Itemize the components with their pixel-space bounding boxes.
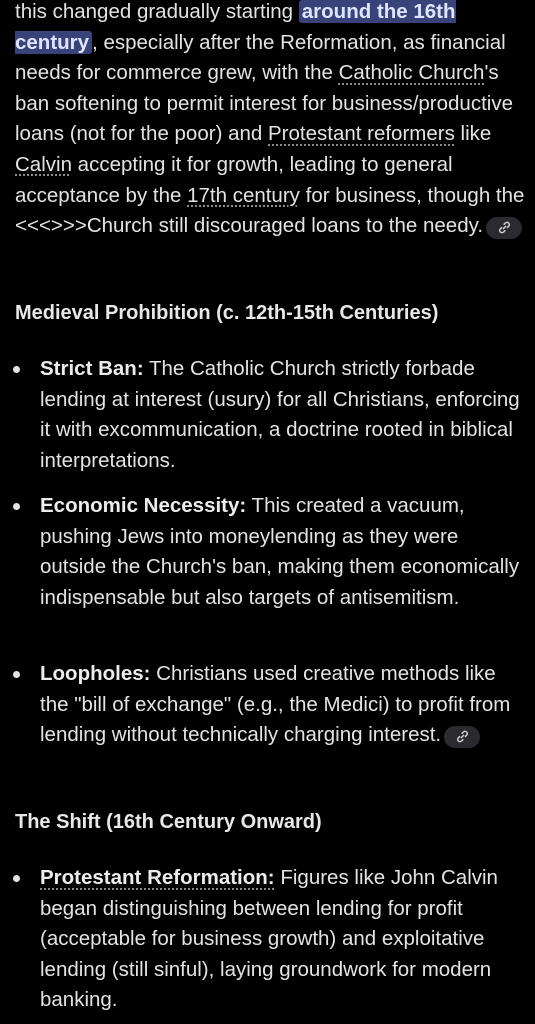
section-heading-shift: The Shift (16th Century Onward): [15, 811, 322, 833]
bullet: [13, 366, 20, 373]
item-text: The Catholic Church strictly forbade lending at interest (usury) for all Christians, enforcing it with excommunication, a doctrine rooted in biblical interpretations.: [40, 357, 520, 472]
item-term: Strict Ban:: [40, 357, 144, 380]
item-term-link[interactable]: Protestant Reformation:: [40, 866, 275, 889]
item-text: Figures like John Calvin began distinguishing between lending for profit (acceptable for business growth) and exploitative lending (still sinful), laying groundwork for modern banking.: [40, 866, 498, 1012]
link-protestant-reformers[interactable]: Protestant reformers: [268, 122, 455, 146]
intro-text: , especially after the Reformation, as financial needs for commerce grew, with the: [15, 30, 506, 85]
bullet: [13, 503, 20, 510]
bullet: [13, 671, 20, 678]
link-17th-century[interactable]: 17th century: [187, 183, 300, 207]
list-item-strict-ban: [40, 354, 520, 476]
intro-text: like: [454, 122, 492, 146]
intro-text: for business, though the <<<>>>Church still discouraged loans to the needy.: [15, 183, 525, 238]
list-item-loopholes: [40, 659, 520, 751]
highlighted-text[interactable]: around the 16th century: [15, 0, 456, 54]
list-item-protestant-reformation: [40, 863, 520, 1016]
source-link-chip[interactable]: [486, 217, 522, 239]
link-icon: [455, 729, 470, 744]
intro-text: accepting it for growth, leading to general acceptance by the: [15, 152, 453, 207]
link-catholic-church[interactable]: Catholic Church: [338, 61, 485, 85]
section-heading-medieval: Medieval Prohibition (c. 12th-15th Centuries): [15, 302, 439, 324]
item-text: This created a vacuum, pushing Jews into moneylending as they were outside the Church's ban, making them economically indispensable but also targets of antisemitism.: [40, 494, 520, 609]
intro-text: 's ban softening to permit interest for business/productive loans (not for the poor) and: [15, 61, 513, 146]
intro-text: this changed gradually starting: [15, 0, 299, 23]
link-calvin[interactable]: Calvin: [15, 152, 72, 176]
item-term: Economic Necessity:: [40, 494, 247, 517]
link-icon: [497, 220, 512, 235]
item-text: Christians used creative methods like the "bill of exchange" (e.g., the Medici) to profit from lending without technically charging interest.: [40, 662, 511, 747]
bullet: [13, 875, 20, 882]
list-item-economic-necessity: [40, 491, 520, 613]
item-term: Loopholes:: [40, 662, 151, 685]
source-link-chip[interactable]: [444, 726, 480, 748]
intro-paragraph: [15, 0, 525, 242]
